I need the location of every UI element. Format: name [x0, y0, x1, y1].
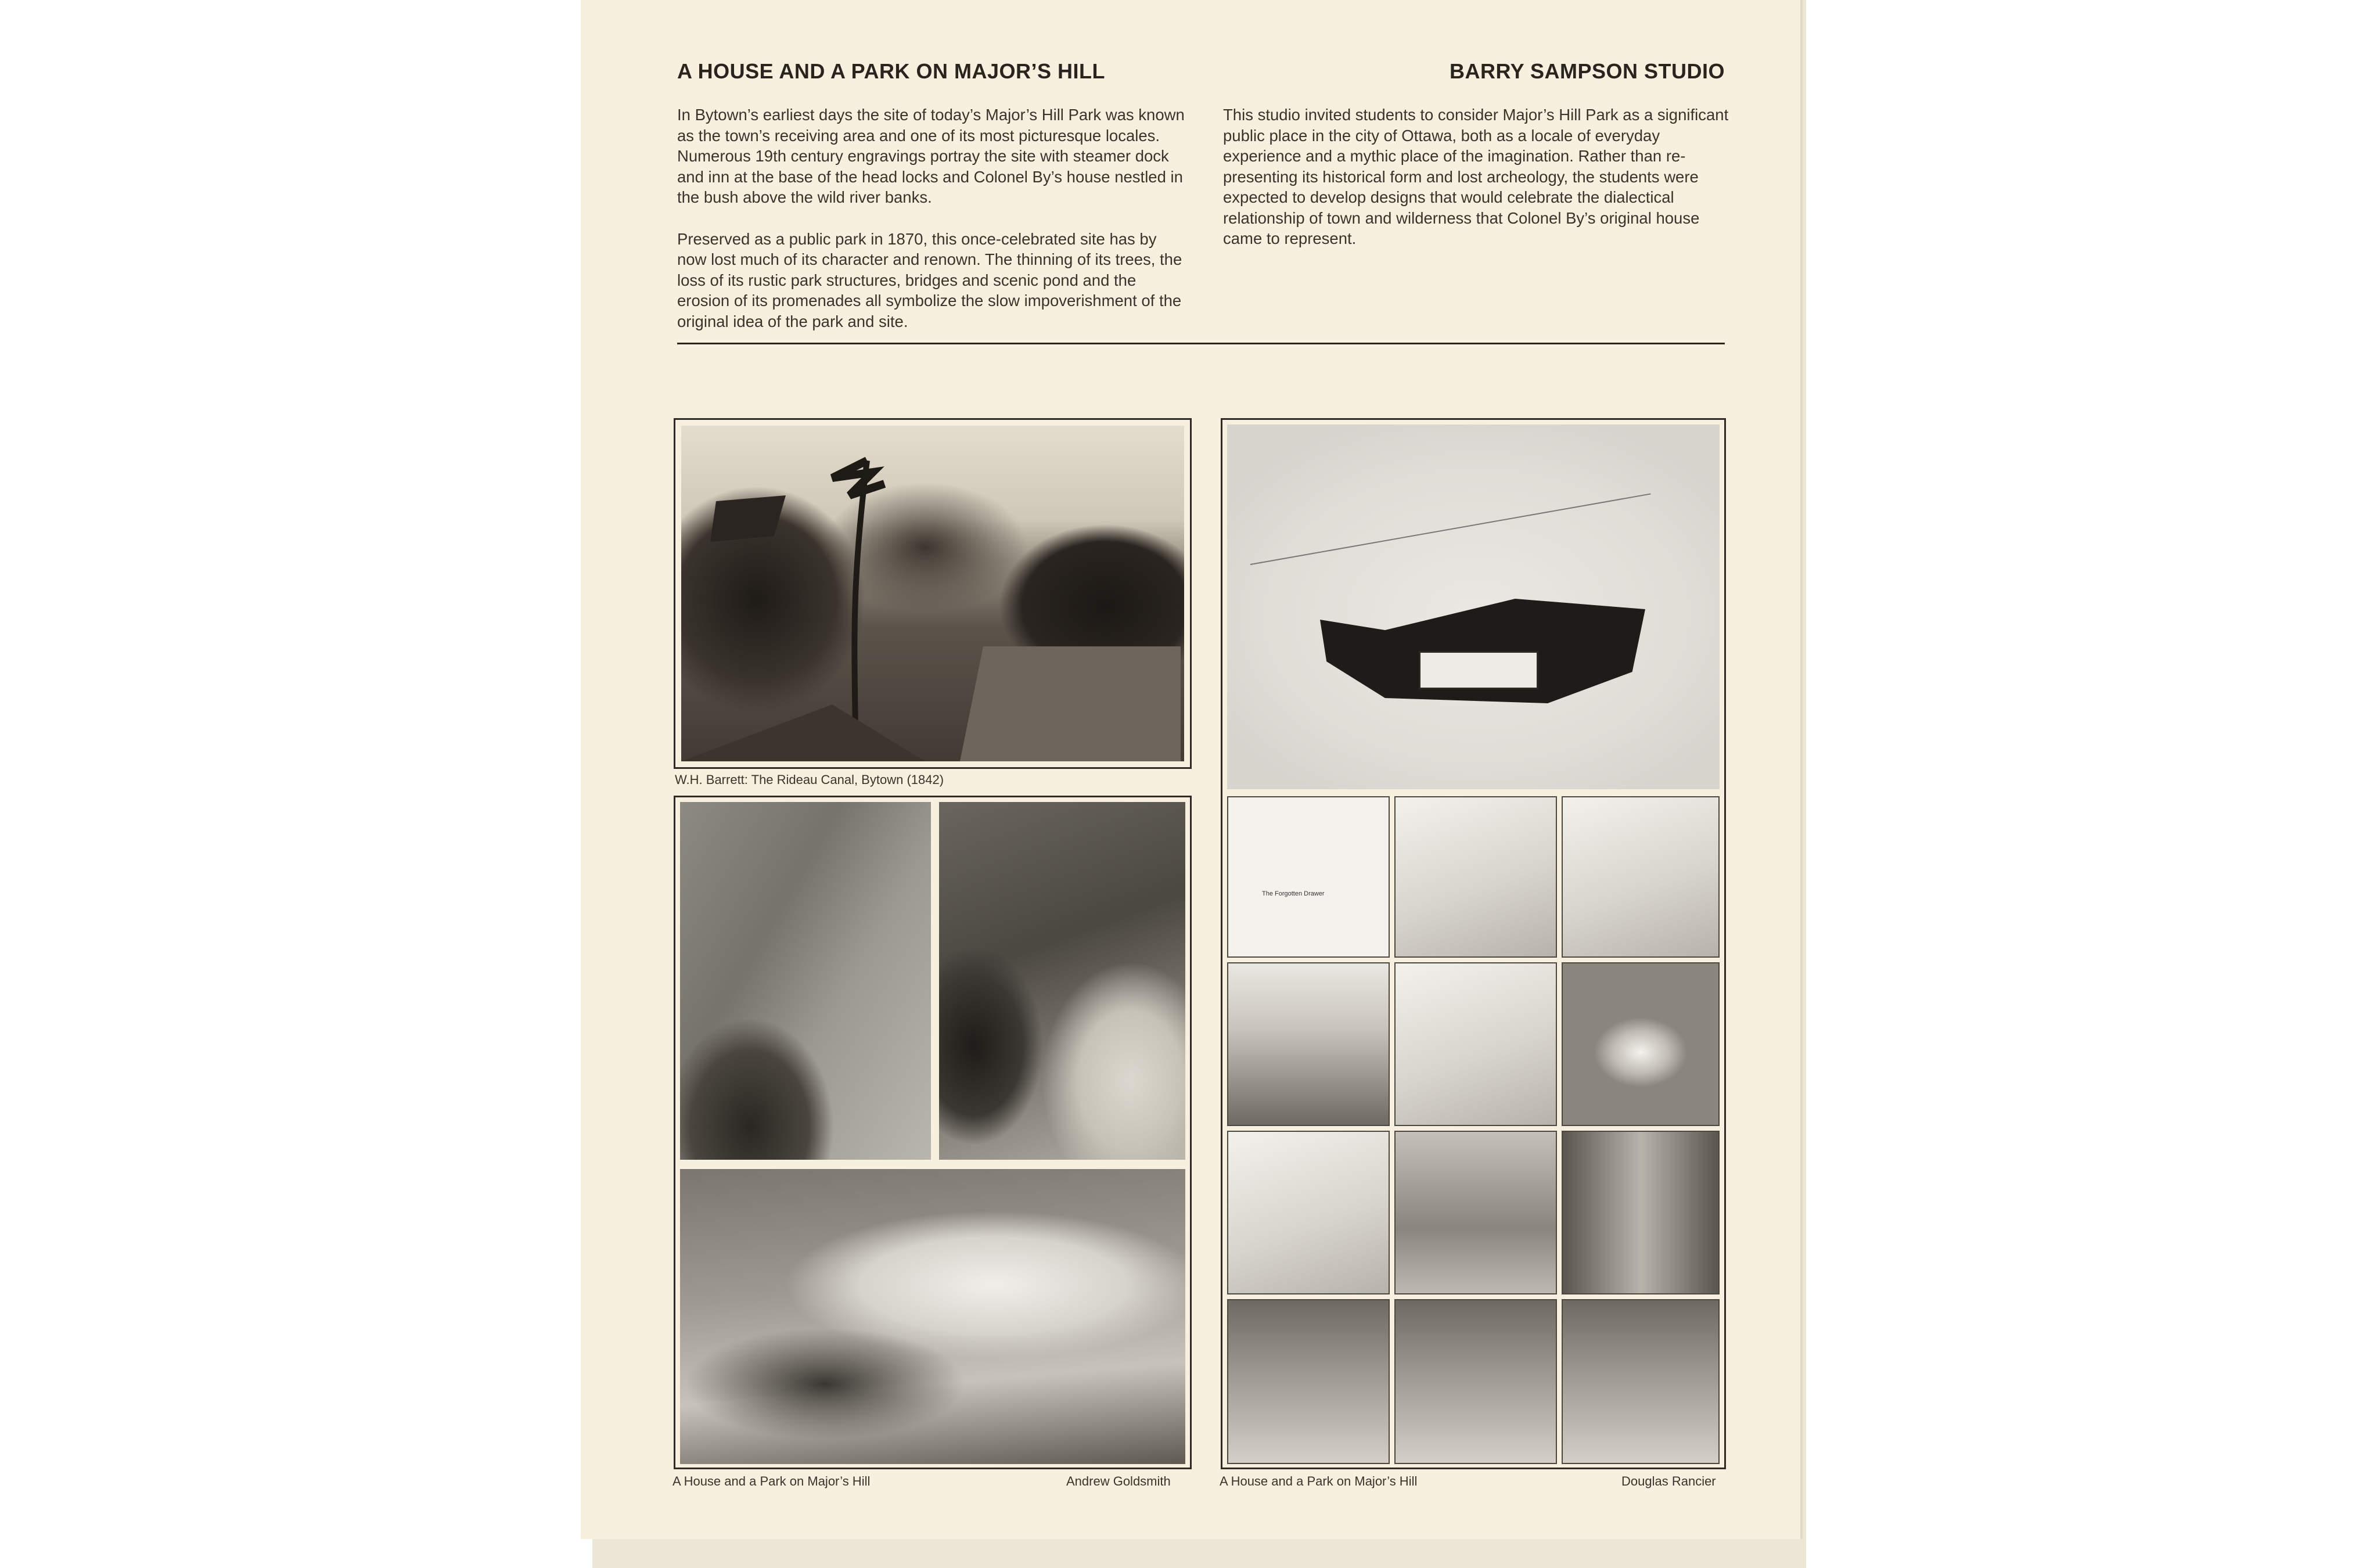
sketch-tree-avenue: [1227, 962, 1390, 1126]
right-caption-author: Douglas Rancier: [1621, 1474, 1716, 1488]
sketch-house-low: [1227, 1131, 1390, 1294]
sketch-statue: [1227, 1299, 1390, 1464]
article-title: A HOUSE AND A PARK ON MAJOR’S HILL: [677, 59, 1106, 83]
model-photos-frame: [674, 796, 1192, 1469]
model-photo-aerial: [939, 802, 1185, 1160]
sketch-title-card: [1227, 796, 1390, 958]
paragraph: In Bytown’s earliest days the site of today’s Major’s Hill Park was known as the town’s receiving area and one of its most picturesque locales. Numerous 19th century engravings portray the site with steamer dock and inn at the base of the head locks and Colonel By’s house nestled in the bush above the wild river banks.: [677, 106, 1185, 206]
document-page: [581, 0, 1800, 1539]
intro-column-left: [677, 105, 1188, 353]
drawings-frame: [1221, 418, 1726, 1469]
sketch-label: The Forgotten Drawer: [1262, 890, 1325, 897]
model-photo-perspective: [680, 1169, 1185, 1464]
plan-axis-line: [1250, 493, 1651, 565]
paragraph: Preserved as a public park in 1870, this once-celebrated site has by now lost much of its character and renown. The thinning of its trees, the loss of its rustic park structures, bridges and scenic pond and the erosion of its promenades all symbolize the slow impoverishment of the original idea of the park and site.: [677, 229, 1182, 330]
sketch-corridor: [1562, 1131, 1720, 1294]
right-caption-title: A House and a Park on Major’s Hill: [1220, 1474, 1418, 1488]
site-plan-drawing: [1227, 425, 1720, 789]
section-divider: [677, 343, 1725, 344]
model-photo-plan: [680, 802, 931, 1160]
left-caption-title: A House and a Park on Major’s Hill: [672, 1474, 871, 1488]
engraving-trees: [681, 426, 1184, 761]
sketch-pond: [1562, 962, 1720, 1126]
sketch-cannon: [1394, 962, 1557, 1126]
sketch-ramp: [1394, 1299, 1557, 1464]
plan-courtyard: [1419, 651, 1538, 689]
engraving-frame: [674, 418, 1192, 769]
sketch-figure: [1394, 796, 1557, 958]
sketch-house: [1394, 1131, 1557, 1294]
studio-title: BARRY SAMPSON STUDIO: [1449, 59, 1725, 83]
intro-column-right: [1223, 105, 1734, 270]
left-caption-author: Andrew Goldsmith: [1066, 1474, 1171, 1488]
engraving-image: [681, 426, 1184, 761]
sketch-bench: [1562, 796, 1720, 958]
engraving-caption: W.H. Barrett: The Rideau Canal, Bytown (1842): [675, 772, 944, 787]
paragraph: This studio invited students to consider Major’s Hill Park as a significant public place in the city of Ottawa, both as a locale of everyday experience and a mythic place of the imagination. Rather than re-presenting its historical form and lost archeology, the students were expected to develop designs that would celebrate the dialectical relationship of town and wilderness that Colonel By’s original house came to represent.: [1223, 106, 1729, 247]
sketch-doorway: [1562, 1299, 1720, 1464]
